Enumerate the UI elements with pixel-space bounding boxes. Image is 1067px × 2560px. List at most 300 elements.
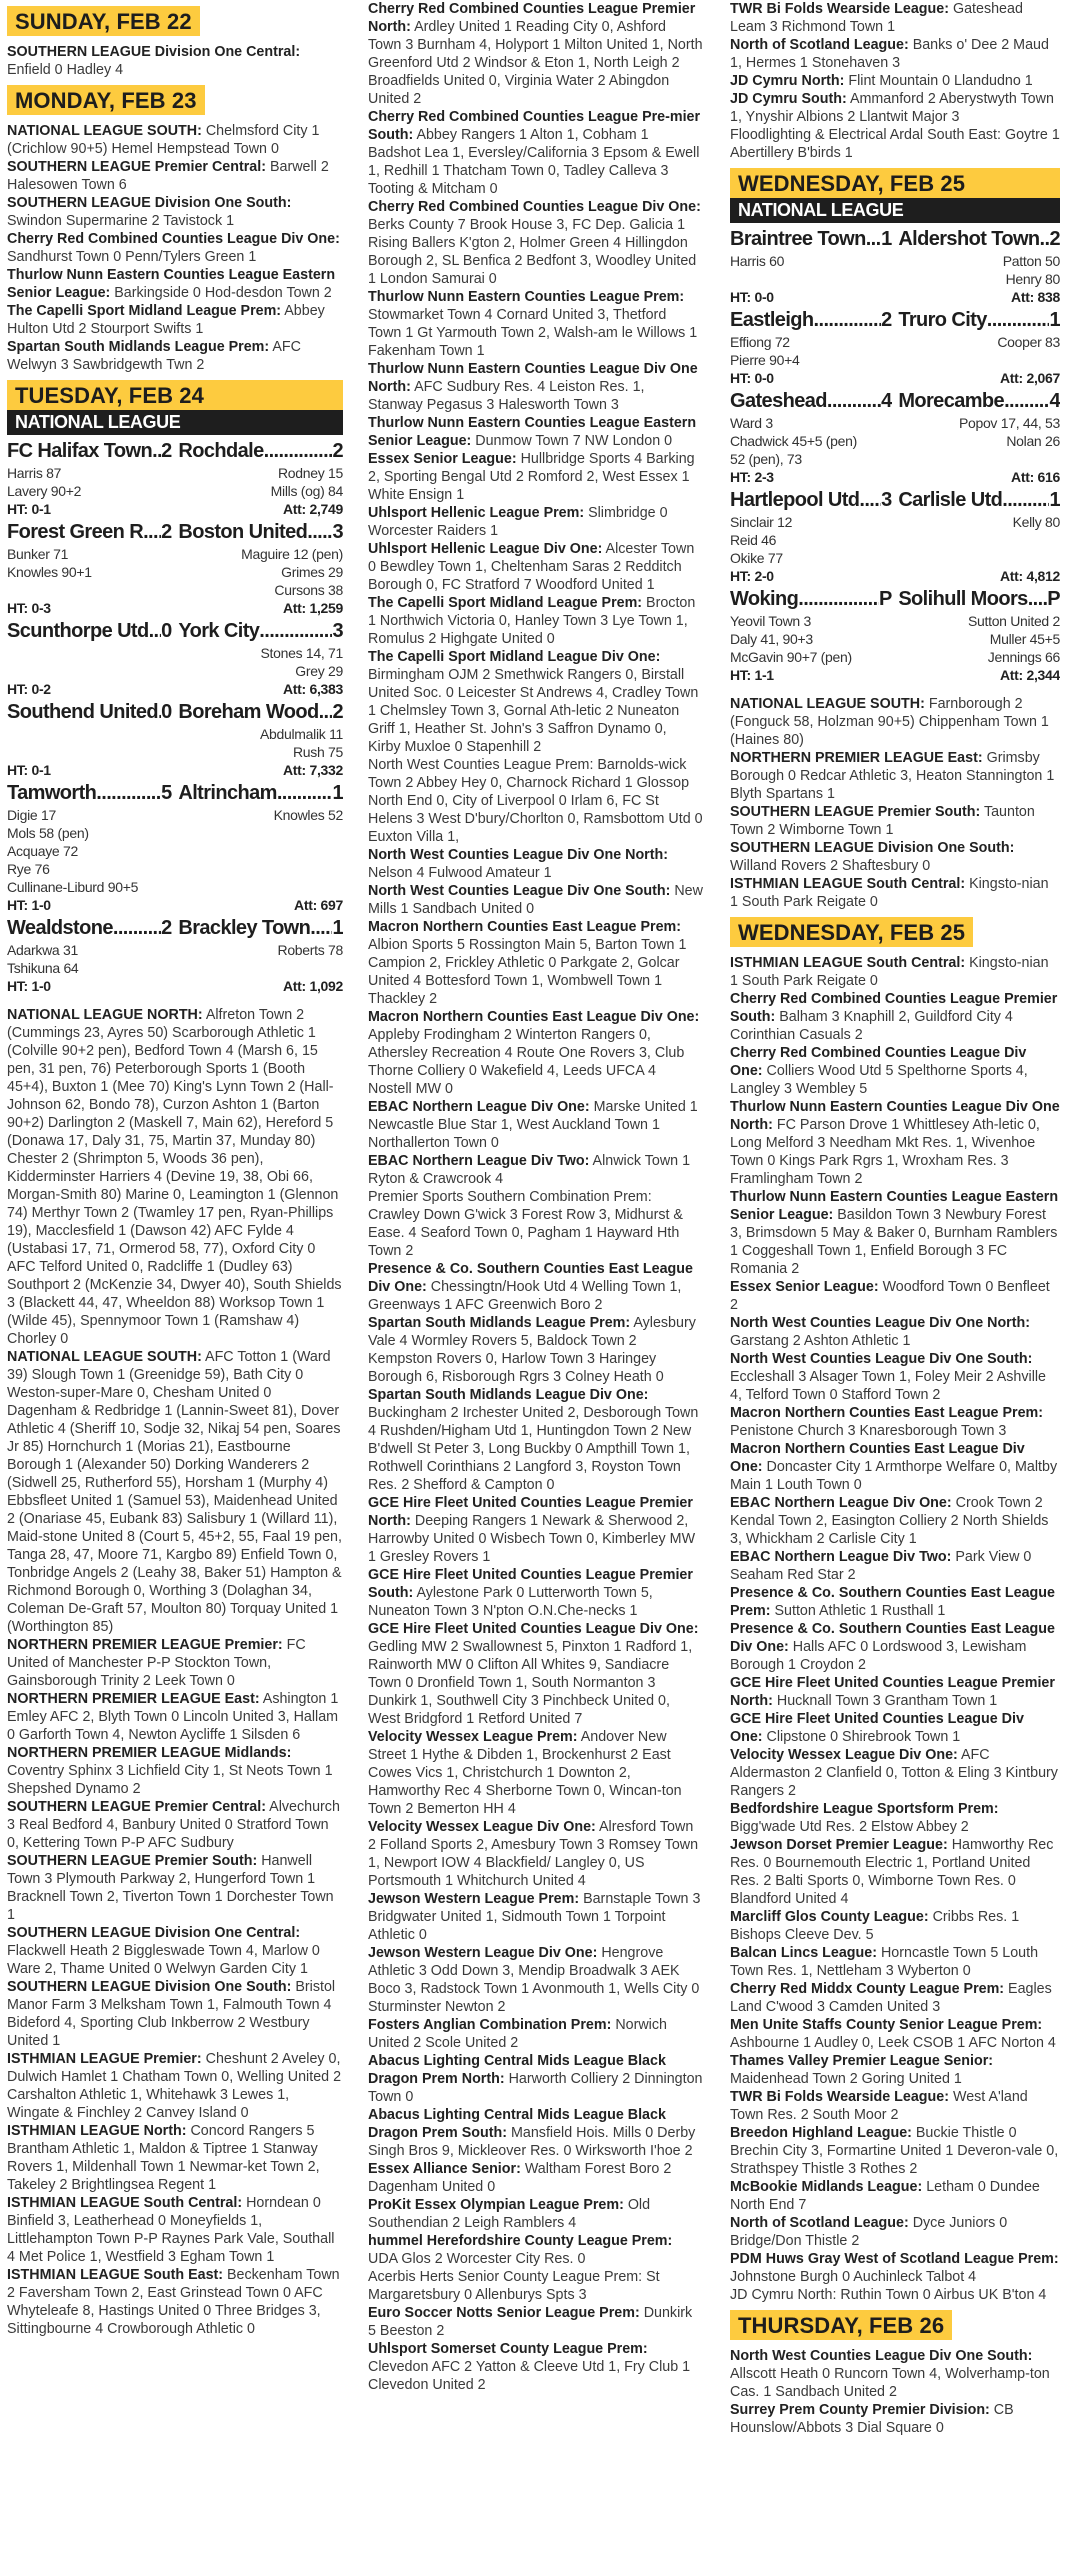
half-time-score: HT: 2-0 bbox=[730, 568, 774, 584]
results-text: Clevedon AFC 2 Yatton & Cleeve Utd 1, Fry Club 1 Clevedon United 2 bbox=[368, 2359, 691, 2393]
attendance: Att: 2,749 bbox=[282, 501, 343, 517]
match-scoreline bbox=[730, 586, 1060, 612]
league-name: Balcan Lincs League: bbox=[730, 1945, 877, 1961]
league-name: Essex Senior League: bbox=[730, 1279, 879, 1295]
league-name: ISTHMIAN LEAGUE South Central: bbox=[7, 2195, 243, 2211]
result-entry bbox=[7, 1006, 343, 1348]
league-name: Velocity Wessex League Prem: bbox=[368, 1729, 578, 1745]
home-score: 4 bbox=[881, 390, 892, 412]
results-text: Slimbridge 0 Worcester Raiders 1 bbox=[368, 505, 668, 539]
league-name: Cherry Red Combined Counties League Pre-mier South: bbox=[368, 109, 701, 143]
leader-dots bbox=[152, 438, 161, 464]
scorer: Grey 29 bbox=[295, 663, 343, 679]
home-scorers bbox=[7, 644, 209, 680]
scorers bbox=[730, 252, 1060, 288]
results-text: Barkingside 0 Hod-desdon Town 2 bbox=[110, 285, 332, 301]
result-entry bbox=[730, 0, 1060, 36]
attendance: Att: 6,383 bbox=[282, 681, 343, 697]
away-team bbox=[178, 780, 343, 806]
home-team bbox=[7, 519, 172, 545]
league-name: SOUTHERN LEAGUE Division One Central: bbox=[7, 1925, 301, 1941]
results-text: Albion Sports 5 Rossington Main 5, Barton Town 1 Campion 2, Frickley Athletic 0 Parkgate 2, Golcar United 4 Bottesford Town 1, Wombwell Town 1 Thackley 2 bbox=[368, 937, 687, 1007]
results-text: Chelmsford City 1 (Crichlow 90+5) Hemel Hempstead Town 0 bbox=[7, 123, 320, 157]
date-banner: SUNDAY, FEB 22 bbox=[7, 6, 200, 36]
home-score: 3 bbox=[881, 489, 892, 511]
league-name: ISTHMIAN LEAGUE North: bbox=[7, 2123, 187, 2139]
league-name: Cherry Red Combined Counties League Div One: bbox=[7, 231, 340, 247]
date-banner: MONDAY, FEB 23 bbox=[7, 85, 205, 115]
away-team bbox=[898, 307, 1060, 333]
results-text: Dyce Juniors 0 Bridge/Don Thistle 2 bbox=[730, 2215, 1008, 2249]
results-text: Aylestone Park 0 Lutterworth Town 5, Nuneaton Town 3 N'pton O.N.Che-necks 1 bbox=[368, 1585, 653, 1619]
results-text: Floodlighting & Electrical Ardal South East: Goytre 1 Abertillery B'birds 1 bbox=[730, 127, 1060, 161]
result-entry bbox=[368, 648, 703, 756]
league-name: TWR Bi Folds Wearside League: bbox=[730, 1, 949, 17]
result-entry bbox=[730, 2250, 1060, 2286]
leader-dots bbox=[1002, 487, 1049, 513]
results-text: Birmingham OJM 2 Smethwick Rangers 0, Birstall United Soc. 0 Leicester St Andrews 4, Cradley Town 1 Chelmsley Town 3, Gornal Ath-letic 2 Nuneaton Griff 1, Heather St. John's 3 Saffron Dynamo 0, Kirby Muxloe 0 Stapenhill 2 bbox=[368, 667, 699, 755]
scorer: Digie 17 bbox=[7, 807, 56, 823]
scorer: Acquaye 72 bbox=[7, 843, 78, 859]
league-name: EBAC Northern League Div One: bbox=[368, 1099, 590, 1115]
league-name: Macron Northern Counties East League Div One: bbox=[730, 1441, 1025, 1475]
result-entry bbox=[730, 1836, 1060, 1908]
results-text: Gateshead Leam 3 Richmond Town 1 bbox=[730, 1, 1023, 35]
results-text: Basildon Town 3 Newbury Forest 3, Brimsdown 5 May & Baker 0, Burnham Ramblers 1 Coggeshall Town 1, Enfield Borough 3 FC Romania 2 bbox=[730, 1207, 1058, 1277]
home-score: 0 bbox=[161, 701, 172, 723]
half-time-score: HT: 2-3 bbox=[730, 469, 774, 485]
league-name: NATIONAL LEAGUE SOUTH: bbox=[7, 1349, 202, 1365]
scorers bbox=[7, 806, 343, 896]
results-text: Berks County 7 Brook House 3, FC Dep. Galicia 1 Rising Ballers K'gton 2, Holmer Green 4 Hillingdon Borough 2, SL Benfica 2 Bedfont 3, Woodley United 1 London Samurai 0 bbox=[368, 217, 697, 287]
section-spacer bbox=[730, 685, 1060, 695]
league-name: Cherry Red Combined Counties League Div One: bbox=[368, 199, 701, 215]
result-entry bbox=[730, 1800, 1060, 1836]
league-name: hummel Herefordshire County League Prem: bbox=[368, 2233, 673, 2249]
league-name: NATIONAL LEAGUE SOUTH: bbox=[730, 696, 925, 712]
result-entry bbox=[730, 749, 1060, 803]
match-scoreline bbox=[7, 438, 343, 464]
half-time-score: HT: 0-1 bbox=[7, 501, 51, 517]
home-team-name: Gateshead bbox=[730, 390, 827, 412]
leader-dots bbox=[827, 388, 881, 414]
match-scoreline bbox=[730, 388, 1060, 414]
results-text: FC United of Manchester P-P Stockton Town, Gainsborough Trinity 2 Leek Town 0 bbox=[7, 1637, 306, 1689]
league-name: SOUTHERN LEAGUE Premier South: bbox=[730, 804, 981, 820]
result-entry bbox=[730, 1098, 1060, 1188]
match-box bbox=[730, 226, 1060, 306]
results-text: Crook Town 2 Kendal Town 2, Easington Colliery 2 North Shields 3, Whickham 2 Carlisle City 1 bbox=[730, 1495, 1049, 1547]
result-entry bbox=[368, 2268, 703, 2304]
league-name: North West Counties League Div One South: bbox=[730, 1351, 1033, 1367]
results-text: Kingsto-nian 1 South Park Reigate 0 bbox=[730, 955, 1049, 989]
scorer: Cursons 38 bbox=[274, 582, 343, 598]
result-entry bbox=[730, 839, 1060, 875]
results-text: Flackwell Heath 2 Biggleswade Town 4, Marlow 0 Ware 2, Thame United 0 Welwyn Garden City 1 bbox=[7, 1943, 320, 1977]
result-entry bbox=[730, 1440, 1060, 1494]
league-name: Presence & Co. Southern Counties East League Prem: bbox=[730, 1585, 1055, 1619]
league-name: Surrey Prem County Premier Division: bbox=[730, 2402, 990, 2418]
scorer: Nolan 26 bbox=[1006, 433, 1060, 449]
results-text: Cheshunt 2 Aveley 0, Dulwich Hamlet 1 Chatham Town 0, Welling United 2 Carshalton Athletic 1, Whitehawk 3 Lewes 1, Wingate & Finchley 2 Canvey Island 0 bbox=[7, 2051, 342, 2121]
leader-dots bbox=[259, 618, 332, 644]
result-entry bbox=[730, 2178, 1060, 2214]
half-time-score: HT: 1-1 bbox=[730, 667, 774, 683]
away-score: 4 bbox=[1049, 390, 1060, 412]
result-entry bbox=[368, 1152, 703, 1188]
away-team bbox=[178, 699, 343, 725]
match-box bbox=[7, 699, 343, 779]
results-text: Woodford Town 0 Benfleet 2 bbox=[730, 1279, 1050, 1313]
result-entry bbox=[730, 990, 1060, 1044]
result-entry bbox=[730, 1908, 1060, 1944]
scorer: Okike 77 bbox=[730, 550, 783, 566]
scorer: Abdulmalik 11 bbox=[260, 726, 343, 742]
results-text: Beckenham Town 2 Faversham Town 2, East Grinstead Town 0 AFC Whyteleafe 8, Hastings United 0 Three Bridges 3, Sittingbourne 4 Crowborough Athletic 0 bbox=[7, 2267, 340, 2337]
result-entry bbox=[7, 1978, 343, 2050]
home-team bbox=[730, 388, 892, 414]
results-text: Buckie Thistle 0 Brechin City 3, Formartine United 1 Deveron-vale 0, Strathspey Thistle 3 Rothes 2 bbox=[730, 2125, 1059, 2177]
result-entry bbox=[730, 2401, 1060, 2437]
results-text: Waltham Forest Boro 2 Dagenham United 0 bbox=[368, 2161, 672, 2195]
match-box bbox=[7, 438, 343, 518]
result-entry bbox=[368, 2052, 703, 2106]
league-name: NATIONAL LEAGUE NORTH: bbox=[7, 1007, 203, 1023]
result-entry bbox=[368, 414, 703, 450]
results-text: Park View 0 Seaham Red Star 2 bbox=[730, 1549, 1032, 1583]
date-banner: WEDNESDAY, FEB 25 bbox=[730, 168, 1060, 198]
result-entry bbox=[730, 2016, 1060, 2052]
home-team-name: FC Halifax Town bbox=[7, 440, 153, 462]
league-name: Uhlsport Hellenic League Div One: bbox=[368, 541, 603, 557]
match-box bbox=[7, 519, 343, 617]
result-entry bbox=[730, 2214, 1060, 2250]
result-entry bbox=[7, 2266, 343, 2338]
scorer: Ward 3 bbox=[730, 415, 773, 431]
result-entry bbox=[7, 122, 343, 158]
scorers bbox=[7, 941, 343, 977]
results-text: Stowmarket Town 4 Cornard United 3, Thetford Town 1 Gt Yarmouth Town 2, Walsh-am le Willows 1 Fakenham Town 1 bbox=[368, 307, 698, 359]
result-entry bbox=[730, 1044, 1060, 1098]
away-team bbox=[178, 618, 343, 644]
result-entry bbox=[730, 803, 1060, 839]
results-text: Johnstone Burgh 0 Auchinleck Talbot 4 bbox=[730, 2269, 977, 2285]
league-name: GCE Hire Fleet United Counties League Premier North: bbox=[730, 1675, 1055, 1709]
home-scorers bbox=[7, 806, 209, 896]
half-time-score: HT: 0-0 bbox=[730, 370, 774, 386]
results-text: Banks o' Dee 2 Maud 1, Hermes 1 Stonehaven 3 bbox=[730, 37, 1049, 71]
match-footer bbox=[730, 468, 1060, 486]
home-score: 0 bbox=[161, 620, 172, 642]
result-entry bbox=[730, 1710, 1060, 1746]
scorer: Daly 41, 90+3 bbox=[730, 631, 813, 647]
scorer: Reid 46 bbox=[730, 532, 777, 548]
match-footer bbox=[730, 369, 1060, 387]
results-text: Alvechurch 3 Real Bedford 4, Banbury United 0 Stratford Town 0, Kettering Town P-P AFC Sudbury bbox=[7, 1799, 340, 1851]
away-team-name: Carlisle Utd bbox=[898, 489, 1003, 511]
half-time-score: HT: 1-0 bbox=[7, 897, 51, 913]
league-name: North West Counties League Div One South: bbox=[730, 2348, 1033, 2364]
scorer: Mills (og) 84 bbox=[270, 483, 343, 499]
result-entry bbox=[368, 594, 703, 648]
away-score: 2 bbox=[1049, 228, 1060, 250]
away-scorers bbox=[928, 612, 1060, 666]
league-name: Macron Northern Counties East League Prem: bbox=[368, 919, 682, 935]
league-name: GCE Hire Fleet United Counties League Premier South: bbox=[368, 1567, 693, 1601]
home-score: 2 bbox=[161, 521, 172, 543]
league-name: ISTHMIAN LEAGUE South Central: bbox=[730, 955, 966, 971]
result-entry bbox=[368, 1728, 703, 1818]
match-footer bbox=[7, 599, 343, 617]
league-name: EBAC Northern League Div One: bbox=[730, 1495, 952, 1511]
league-name: NORTHERN PREMIER LEAGUE Midlands: bbox=[7, 1745, 292, 1761]
league-name: Macron Northern Counties East League Prem: bbox=[730, 1405, 1044, 1421]
match-scoreline bbox=[7, 519, 343, 545]
result-entry bbox=[7, 43, 343, 79]
result-entry bbox=[368, 882, 703, 918]
result-entry bbox=[7, 1690, 343, 1744]
scorer: 52 (pen), 73 bbox=[730, 451, 802, 467]
league-name: Spartan South Midlands League Prem: bbox=[368, 1315, 631, 1331]
results-text: Bigg'wade Utd Res. 2 Elstow Abbey 2 bbox=[730, 1819, 969, 1835]
league-name: EBAC Northern League Div Two: bbox=[730, 1549, 952, 1565]
scorer: Harris 87 bbox=[7, 465, 62, 481]
league-name: Breedon Highland League: bbox=[730, 2125, 912, 2141]
result-entry bbox=[368, 1260, 703, 1314]
match-scoreline bbox=[7, 618, 343, 644]
result-entry bbox=[7, 2194, 343, 2266]
league-name: McBookie Midlands League: bbox=[730, 2179, 923, 2195]
results-column-1 bbox=[7, 0, 343, 2560]
results-text: Ardley United 1 Reading City 0, Ashford Town 3 Burnham 4, Holyport 1 Milton United 1, North Greenford Utd 2 Windsor & Eton 1, North Leigh 2 Broadfields United 0, Virginia Water 2 Abingdon United 2 bbox=[368, 19, 703, 107]
league-name: Velocity Wessex League Div One: bbox=[368, 1819, 596, 1835]
match-box bbox=[730, 307, 1060, 387]
result-entry bbox=[368, 2232, 703, 2268]
results-column-3 bbox=[730, 0, 1060, 2560]
results-text: Penistone Church 3 Knaresborough Town 3 bbox=[730, 1423, 1007, 1439]
league-name: EBAC Northern League Div Two: bbox=[368, 1153, 590, 1169]
results-text: North West Counties League Prem: Barnolds-wick Town 2 Abbey Hey 0, Charnock Richard 1 Glossop North End 0, City of Liverpool 0 Irlam 6, FC St Helens 3 West D'bury/Chorlton 0, Ramsbottom Utd 0 Euxton Villa 1, bbox=[368, 757, 703, 845]
leader-dots bbox=[96, 780, 161, 806]
match-box bbox=[7, 618, 343, 698]
result-entry bbox=[730, 1278, 1060, 1314]
results-text: FC Parson Drove 1 Whittlesey Ath-letic 0, Long Melford 3 Needham Mkt Res. 1, Wivenhoe Town 0 Kings Park Rgrs 1, Wroxham Res. 3 Framlingham Town 2 bbox=[730, 1117, 1040, 1187]
scorer: McGavin 90+7 (pen) bbox=[730, 649, 852, 665]
scorers bbox=[7, 644, 343, 680]
match-scoreline bbox=[7, 780, 343, 806]
results-text: Alnwick Town 1 Ryton & Crawcrook 4 bbox=[368, 1153, 691, 1187]
half-time-score: HT: 0-3 bbox=[7, 600, 51, 616]
home-scorers bbox=[730, 414, 928, 468]
result-entry bbox=[730, 1944, 1060, 1980]
results-text: Ashington 1 Emley AFC 2, Blyth Town 0 Lincoln United 3, Hallam 0 Garforth Town 4, Newton Aycliffe 1 Silsden 6 bbox=[7, 1691, 339, 1743]
away-team-name: Truro City bbox=[898, 309, 987, 331]
section-spacer bbox=[7, 996, 343, 1006]
scorer: Knowles 52 bbox=[273, 807, 343, 823]
date-banner: THURSDAY, FEB 26 bbox=[730, 2310, 952, 2340]
results-text: Aylesbury Vale 4 Wormley Rovers 5, Baldock Town 2 Kempston Rovers 0, Harlow Town 3 Haringey Borough 6, Risborough Rgrs 3 Colney Heath 0 bbox=[368, 1315, 696, 1385]
attendance: Att: 4,812 bbox=[999, 568, 1060, 584]
scorer: Muller 45+5 bbox=[989, 631, 1060, 647]
away-team-name: Morecambe bbox=[898, 390, 1005, 412]
leader-dots bbox=[1040, 226, 1050, 252]
result-entry bbox=[368, 1620, 703, 1728]
match-footer bbox=[730, 666, 1060, 684]
league-name: Spartan South Midlands League Div One: bbox=[368, 1387, 649, 1403]
result-entry bbox=[730, 1584, 1060, 1620]
result-entry bbox=[368, 2106, 703, 2160]
match-box bbox=[730, 586, 1060, 684]
home-team bbox=[730, 487, 892, 513]
home-score: 5 bbox=[161, 782, 172, 804]
away-score: 3 bbox=[332, 620, 343, 642]
result-entry bbox=[730, 90, 1060, 126]
leader-dots bbox=[1004, 388, 1049, 414]
league-name: The Capelli Sport Midland League Prem: bbox=[368, 595, 643, 611]
away-scorers bbox=[209, 464, 343, 500]
league-name: Jewson Dorset Premier League: bbox=[730, 1837, 948, 1853]
away-scorers bbox=[209, 806, 343, 896]
league-name: NORTHERN PREMIER LEAGUE East: bbox=[7, 1691, 260, 1707]
league-name: Abacus Lighting Central Mids League Black Dragon Prem North: bbox=[368, 2053, 666, 2087]
result-entry bbox=[368, 288, 703, 360]
result-entry bbox=[730, 2347, 1060, 2401]
scorer: Rye 76 bbox=[7, 861, 50, 877]
league-name: North West Counties League Div One North: bbox=[730, 1315, 1030, 1331]
result-entry bbox=[368, 756, 703, 846]
result-entry bbox=[730, 1188, 1060, 1278]
league-name: North West Counties League Div One South: bbox=[368, 883, 671, 899]
leader-dots bbox=[866, 226, 881, 252]
results-text: Brocton 1 Northwich Victoria 0, Hanley Town 3 Lye Town 1, Romulus 2 Highgate United 0 bbox=[368, 595, 696, 647]
results-text: Hanwell Town 3 Plymouth Parkway 2, Hungerford Town 1 Bracknell Town 2, Tiverton Town 1 Dorchester Town 1 bbox=[7, 1853, 334, 1923]
scorer: Sinclair 12 bbox=[730, 514, 793, 530]
away-scorers bbox=[928, 333, 1060, 369]
away-team bbox=[898, 586, 1060, 612]
away-team-name: Altrincham bbox=[178, 782, 277, 804]
home-scorers bbox=[730, 252, 928, 288]
league-name: ISTHMIAN LEAGUE South Central: bbox=[730, 876, 966, 892]
results-text: Nelson 4 Fulwood Amateur 1 bbox=[368, 865, 552, 881]
league-name: North of Scotland League: bbox=[730, 2215, 909, 2231]
result-entry bbox=[368, 198, 703, 288]
results-text: Ammanford 2 Aberystwyth Town 1, Ynyshir Albions 2 Llantwit Major 3 bbox=[730, 91, 1054, 125]
attendance: Att: 697 bbox=[294, 897, 343, 913]
match-footer bbox=[730, 567, 1060, 585]
scorer: Popov 17, 44, 53 bbox=[958, 415, 1060, 431]
away-scorers bbox=[209, 725, 343, 761]
match-scoreline bbox=[730, 226, 1060, 252]
result-entry bbox=[7, 230, 343, 266]
attendance: Att: 838 bbox=[1011, 289, 1060, 305]
result-entry bbox=[7, 2122, 343, 2194]
results-text: AFC Welwyn 3 Sawbridgewth Twn 2 bbox=[7, 339, 301, 373]
league-name: Fosters Anglian Combination Prem: bbox=[368, 2017, 612, 2033]
results-text: Kingsto-nian 1 South Park Reigate 0 bbox=[730, 876, 1049, 910]
leader-dots bbox=[310, 915, 332, 941]
scorer: Tshikuna 64 bbox=[7, 960, 79, 976]
scorers bbox=[7, 725, 343, 761]
results-text: Andover New Street 1 Hythe & Dibden 1, Brockenhurst 2 East Cowes Vics 1, Christchurch 1 Downton 2, Hamworthy Rec 4 Sherborne Town 0, Wincan-ton Town 2 Bemerton HH 4 bbox=[368, 1729, 682, 1817]
away-team-name: Solihull Moors bbox=[898, 588, 1028, 610]
home-scorers bbox=[730, 333, 928, 369]
league-name: JD Cymru South: bbox=[730, 91, 847, 107]
scorer: Rush 75 bbox=[292, 744, 343, 760]
league-name: NORTHERN PREMIER LEAGUE Premier: bbox=[7, 1637, 283, 1653]
results-text: Doncaster City 1 Armthorpe Welfare 0, Maltby Main 1 Louth Town 0 bbox=[730, 1459, 1058, 1493]
results-text: Sutton Athletic 1 Rusthall 1 bbox=[770, 1603, 946, 1619]
result-entry bbox=[730, 1980, 1060, 2016]
away-team-name: Brackley Town bbox=[178, 917, 311, 939]
match-box bbox=[730, 388, 1060, 486]
home-team bbox=[730, 307, 892, 333]
result-entry bbox=[730, 2124, 1060, 2178]
results-text: Alresford Town 2 Folland Sports 2, Amesbury Town 3 Romsey Town 1, Newport IOW 4 Blackfield/ Langley 0, US Portsmouth 1 Whitchurch United 4 bbox=[368, 1819, 699, 1889]
results-text: Barnstaple Town 3 Bridgwater United 1, Sidmouth Town 1 Torpoint Athletic 0 bbox=[368, 1891, 701, 1943]
results-text: Flint Mountain 0 Llandudno 1 bbox=[844, 73, 1033, 89]
result-entry bbox=[368, 108, 703, 198]
results-text: Gedling MW 2 Swallownest 5, Pinxton 1 Radford 1, Rainworth MW 0 Clifton All Whites 9, Sandiacre Town 0 Dronfield Town 1, South Normanton 3 Dunkirk 1, Southwell City 3 Pinchbeck United 0, West Bridgford 1 Retford United 7 bbox=[368, 1639, 693, 1727]
league-name: Cherry Red Combined Counties League Premier North: bbox=[368, 1, 696, 35]
match-footer bbox=[7, 761, 343, 779]
league-name: North West Counties League Div One North: bbox=[368, 847, 668, 863]
away-team bbox=[898, 487, 1060, 513]
result-entry bbox=[368, 1188, 703, 1260]
results-text: Hullbridge Sports 4 Barking 2, Sporting Bengal Utd 2 Romford 2, West Essex 1 White Ensign 1 bbox=[368, 451, 695, 503]
results-column-2 bbox=[368, 0, 703, 2560]
scorer: Pierre 90+4 bbox=[730, 352, 800, 368]
results-text: Letham 0 Dundee North End 7 bbox=[730, 2179, 1040, 2213]
scorer: Cooper 83 bbox=[997, 334, 1060, 350]
results-text: Old Southendian 2 Leigh Ramblers 4 bbox=[368, 2197, 651, 2231]
match-footer bbox=[7, 977, 343, 995]
home-team bbox=[7, 915, 172, 941]
league-name: SOUTHERN LEAGUE Division One Central: bbox=[7, 44, 301, 60]
result-entry bbox=[730, 72, 1060, 90]
league-name: Abacus Lighting Central Mids League Black Dragon Prem South: bbox=[368, 2107, 666, 2141]
scorer: Harris 60 bbox=[730, 253, 785, 269]
home-team bbox=[7, 438, 172, 464]
match-scoreline bbox=[730, 487, 1060, 513]
home-team bbox=[7, 699, 172, 725]
attendance: Att: 1,092 bbox=[282, 978, 343, 994]
result-entry bbox=[368, 2196, 703, 2232]
result-entry bbox=[368, 846, 703, 882]
attendance: Att: 1,259 bbox=[282, 600, 343, 616]
results-text: Bristol Manor Farm 3 Melksham Town 1, Falmouth Town 4 Bideford 4, Sporting Club Inkberrow 2 Westbury United 1 bbox=[7, 1979, 336, 2049]
results-text: Cribbs Res. 1 Bishops Cleeve Dev. 5 bbox=[730, 1909, 1020, 1943]
result-entry bbox=[368, 2016, 703, 2052]
result-entry bbox=[730, 126, 1060, 162]
result-entry bbox=[730, 2088, 1060, 2124]
league-name: Uhlsport Hellenic League Prem: bbox=[368, 505, 585, 521]
league-name: Jewson Western League Prem: bbox=[368, 1891, 580, 1907]
results-text: Dunmow Town 7 NW London 0 bbox=[471, 433, 673, 449]
results-text: Taunton Town 2 Wimborne Town 1 bbox=[730, 804, 1035, 838]
result-entry bbox=[7, 302, 343, 338]
half-time-score: HT: 1-0 bbox=[7, 978, 51, 994]
away-team bbox=[898, 226, 1060, 252]
results-text: Coventry Sphinx 3 Lichfield City 1, St Neots Town 1 Shepshed Dynamo 2 bbox=[7, 1763, 333, 1797]
league-name: ISTHMIAN LEAGUE South East: bbox=[7, 2267, 224, 2283]
home-scorers bbox=[7, 464, 209, 500]
scorer: Effiong 72 bbox=[730, 334, 790, 350]
result-entry bbox=[368, 1098, 703, 1152]
scorers bbox=[730, 513, 1060, 567]
away-score: 1 bbox=[332, 917, 343, 939]
results-text: Garstang 2 Ashton Athletic 1 bbox=[730, 1333, 911, 1349]
home-team-name: Southend United bbox=[7, 701, 158, 723]
